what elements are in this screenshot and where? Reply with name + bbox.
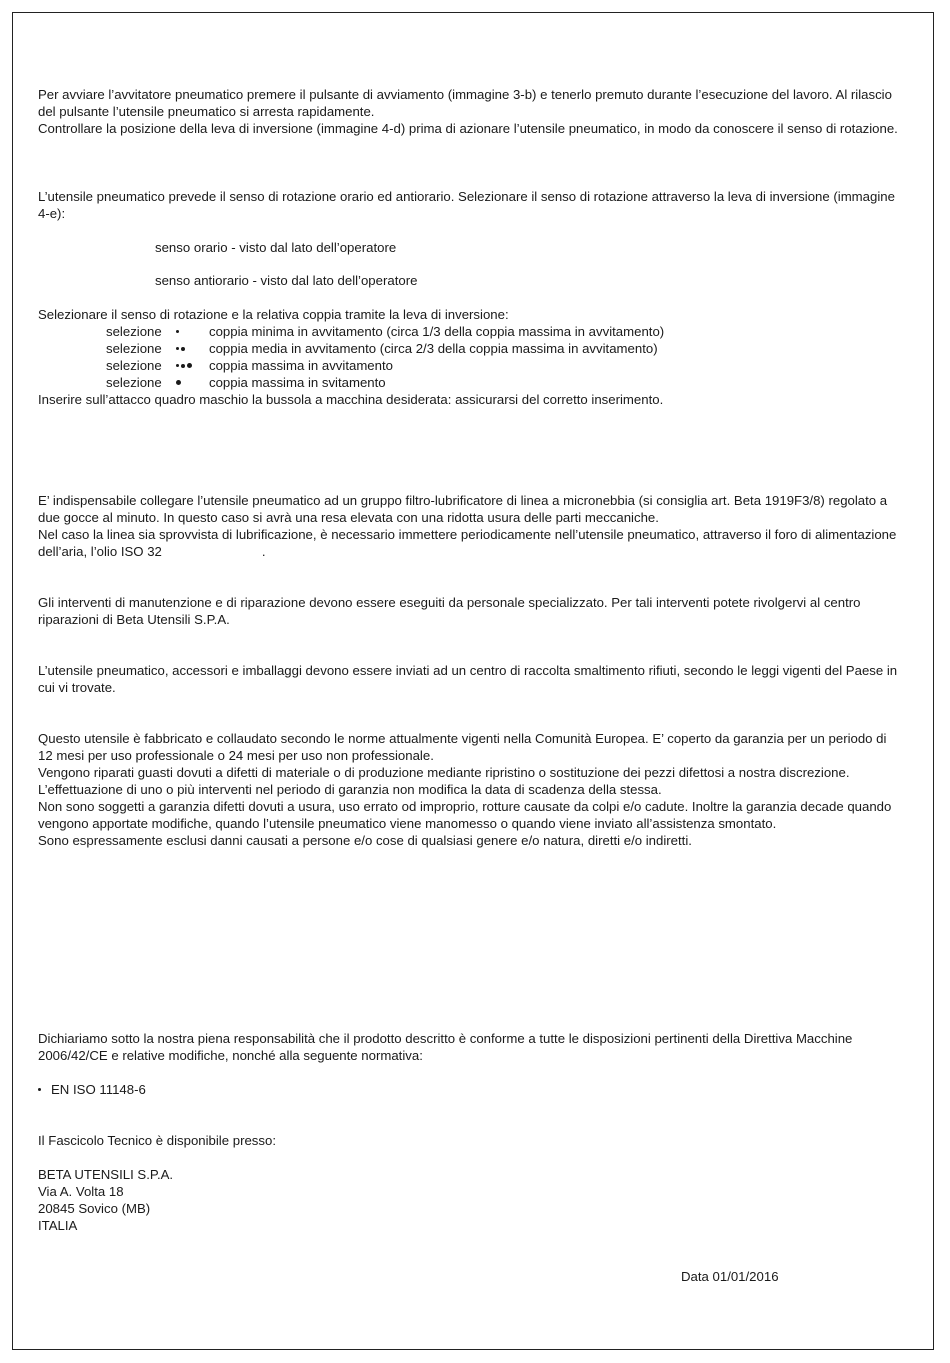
selection-label: selezione	[106, 375, 162, 390]
warranty-paragraph: Questo utensile è fabbricato e collaudato secondo le norme attualmente vigenti nella Comunità Europea. E’ coperto da garanzia per un periodo di 12 mesi per uso professionale o 24 mesi per uso non professionale.	[38, 731, 887, 763]
start-instructions	[38, 86, 904, 137]
lubrication	[38, 492, 904, 560]
address-street: Via A. Volta 18	[38, 1184, 124, 1199]
warranty-paragraph: Non sono soggetti a garanzia difetti dovuti a usura, uso errato od improprio, rotture causate da colpi e/o cadute. Inoltre la garanzia decade quando vengono apportate modifiche, quando l’utensile pneumatico viene manomesso o quando viene inviato all’assistenza smontato.	[38, 799, 892, 831]
three-dots-icon	[174, 363, 209, 368]
tech-file-text: Il Fascicolo Tecnico è disponibile presso:	[38, 1133, 276, 1148]
torque-intro: Selezionare il senso di rotazione e la relativa coppia tramite la leva di inversione:	[38, 307, 509, 322]
address-company: BETA UTENSILI S.P.A.	[38, 1167, 174, 1182]
selection-row	[38, 340, 904, 357]
selection-text: coppia massima in avvitamento	[209, 358, 393, 373]
maintenance-paragraph: Gli interventi di manutenzione e di riparazione devono essere eseguiti da personale specializzato. Per tali interventi potete rivolgervi al centro riparazioni di Beta Utensili S.P.A.	[38, 595, 861, 627]
oil-paragraph	[38, 526, 904, 560]
clockwise-text: senso orario - visto dal lato dell’operatore	[155, 240, 397, 255]
declaration	[38, 1030, 904, 1064]
address-country: ITALIA	[38, 1218, 78, 1233]
standard-list	[38, 1081, 904, 1098]
selection-row	[38, 357, 904, 374]
selection-row	[38, 374, 904, 391]
start-paragraph: Per avviare l’avvitatore pneumatico premere il pulsante di avviamento (immagine 3-b) e tenerlo premuto durante l’esecuzione del lavoro. Al rilascio del pulsante l’utensile pneumatico si arresta rapidamente.	[38, 87, 892, 119]
warranty-paragraph: Vengono riparati guasti dovuti a difetti di materiale o di produzione mediante ripristino o sostituzione dei pezzi difettosi a nostra discrezione.	[38, 765, 850, 780]
bullet-icon	[38, 1088, 41, 1091]
selection-label: selezione	[106, 324, 162, 339]
disposal-paragraph: L’utensile pneumatico, accessori e imballaggi devono essere inviati ad un centro di raccolta smaltimento rifiuti, secondo le leggi vigenti del Paese in cui vi trovate.	[38, 663, 898, 695]
reverse-lever-paragraph: Controllare la posizione della leva di inversione (immagine 4-d) prima di azionare l’utensile pneumatico, in modo da conoscere il senso di rotazione.	[38, 121, 898, 136]
rotation-paragraph: L’utensile pneumatico prevede il senso di rotazione orario ed antiorario. Selezionare il senso di rotazione attraverso la leva di inversione (immagine 4-e):	[38, 189, 895, 221]
document-date: Data 01/01/2016	[681, 1269, 779, 1284]
warranty-paragraph: L’effettuazione di uno o più interventi nel periodo di garanzia non modifica la data di scadenza della stessa.	[38, 782, 662, 797]
one-dot-icon	[174, 330, 209, 333]
warranty-paragraph: Sono espressamente esclusi danni causati a persone e/o cose di qualsiasi genere e/o natura, diretti e/o indiretti.	[38, 833, 692, 848]
standard-text: EN ISO 11148-6	[51, 1082, 146, 1097]
selection-text: coppia media in avvitamento (circa 2/3 della coppia massima in avvitamento)	[209, 341, 658, 356]
disposal	[38, 662, 904, 696]
one-dot-large-icon	[174, 380, 209, 385]
torque-selection	[38, 306, 904, 408]
counterclockwise-text: senso antiorario - visto dal lato dell’operatore	[155, 273, 418, 288]
declaration-paragraph: Dichiariamo sotto la nostra piena responsabilità che il prodotto descritto è conforme a tutte le disposizioni pertinenti della Direttiva Macchine 2006/42/CE e relative modifiche, nonché alla seguente normativa:	[38, 1031, 853, 1063]
oil-text: Nel caso la linea sia sprovvista di lubrificazione, è necessario immettere periodicamente nell’utensile pneumatico, attraverso il foro di alimentazione dell’aria, l’olio ISO 32	[38, 527, 897, 559]
selection-text: coppia minima in avvitamento (circa 1/3 della coppia massima in avvitamento)	[209, 324, 665, 339]
selection-row	[38, 323, 904, 340]
address-city: 20845 Sovico (MB)	[38, 1201, 151, 1216]
warranty	[38, 730, 904, 849]
lubrication-paragraph: E’ indispensabile collegare l’utensile pneumatico ad un gruppo filtro-lubrificatore di linea a micronebbia (si consiglia art. Beta 1919F3/8) regolato a due gocce al minuto. In questo caso si avrà una resa elevata con una ridotta usura delle parti meccaniche.	[38, 493, 888, 525]
socket-paragraph: Inserire sull’attacco quadro maschio la bussola a macchina desiderata: assicurarsi del corretto inserimento.	[38, 392, 664, 407]
selection-label: selezione	[106, 358, 162, 373]
two-dots-icon	[174, 347, 209, 351]
list-item	[38, 1081, 904, 1098]
address	[38, 1166, 904, 1234]
oil-text-end: .	[261, 544, 266, 559]
tech-file	[38, 1132, 904, 1149]
selection-text: coppia massima in svitamento	[209, 375, 386, 390]
rotation-direction	[38, 188, 904, 222]
selection-label: selezione	[106, 341, 162, 356]
maintenance	[38, 594, 904, 628]
